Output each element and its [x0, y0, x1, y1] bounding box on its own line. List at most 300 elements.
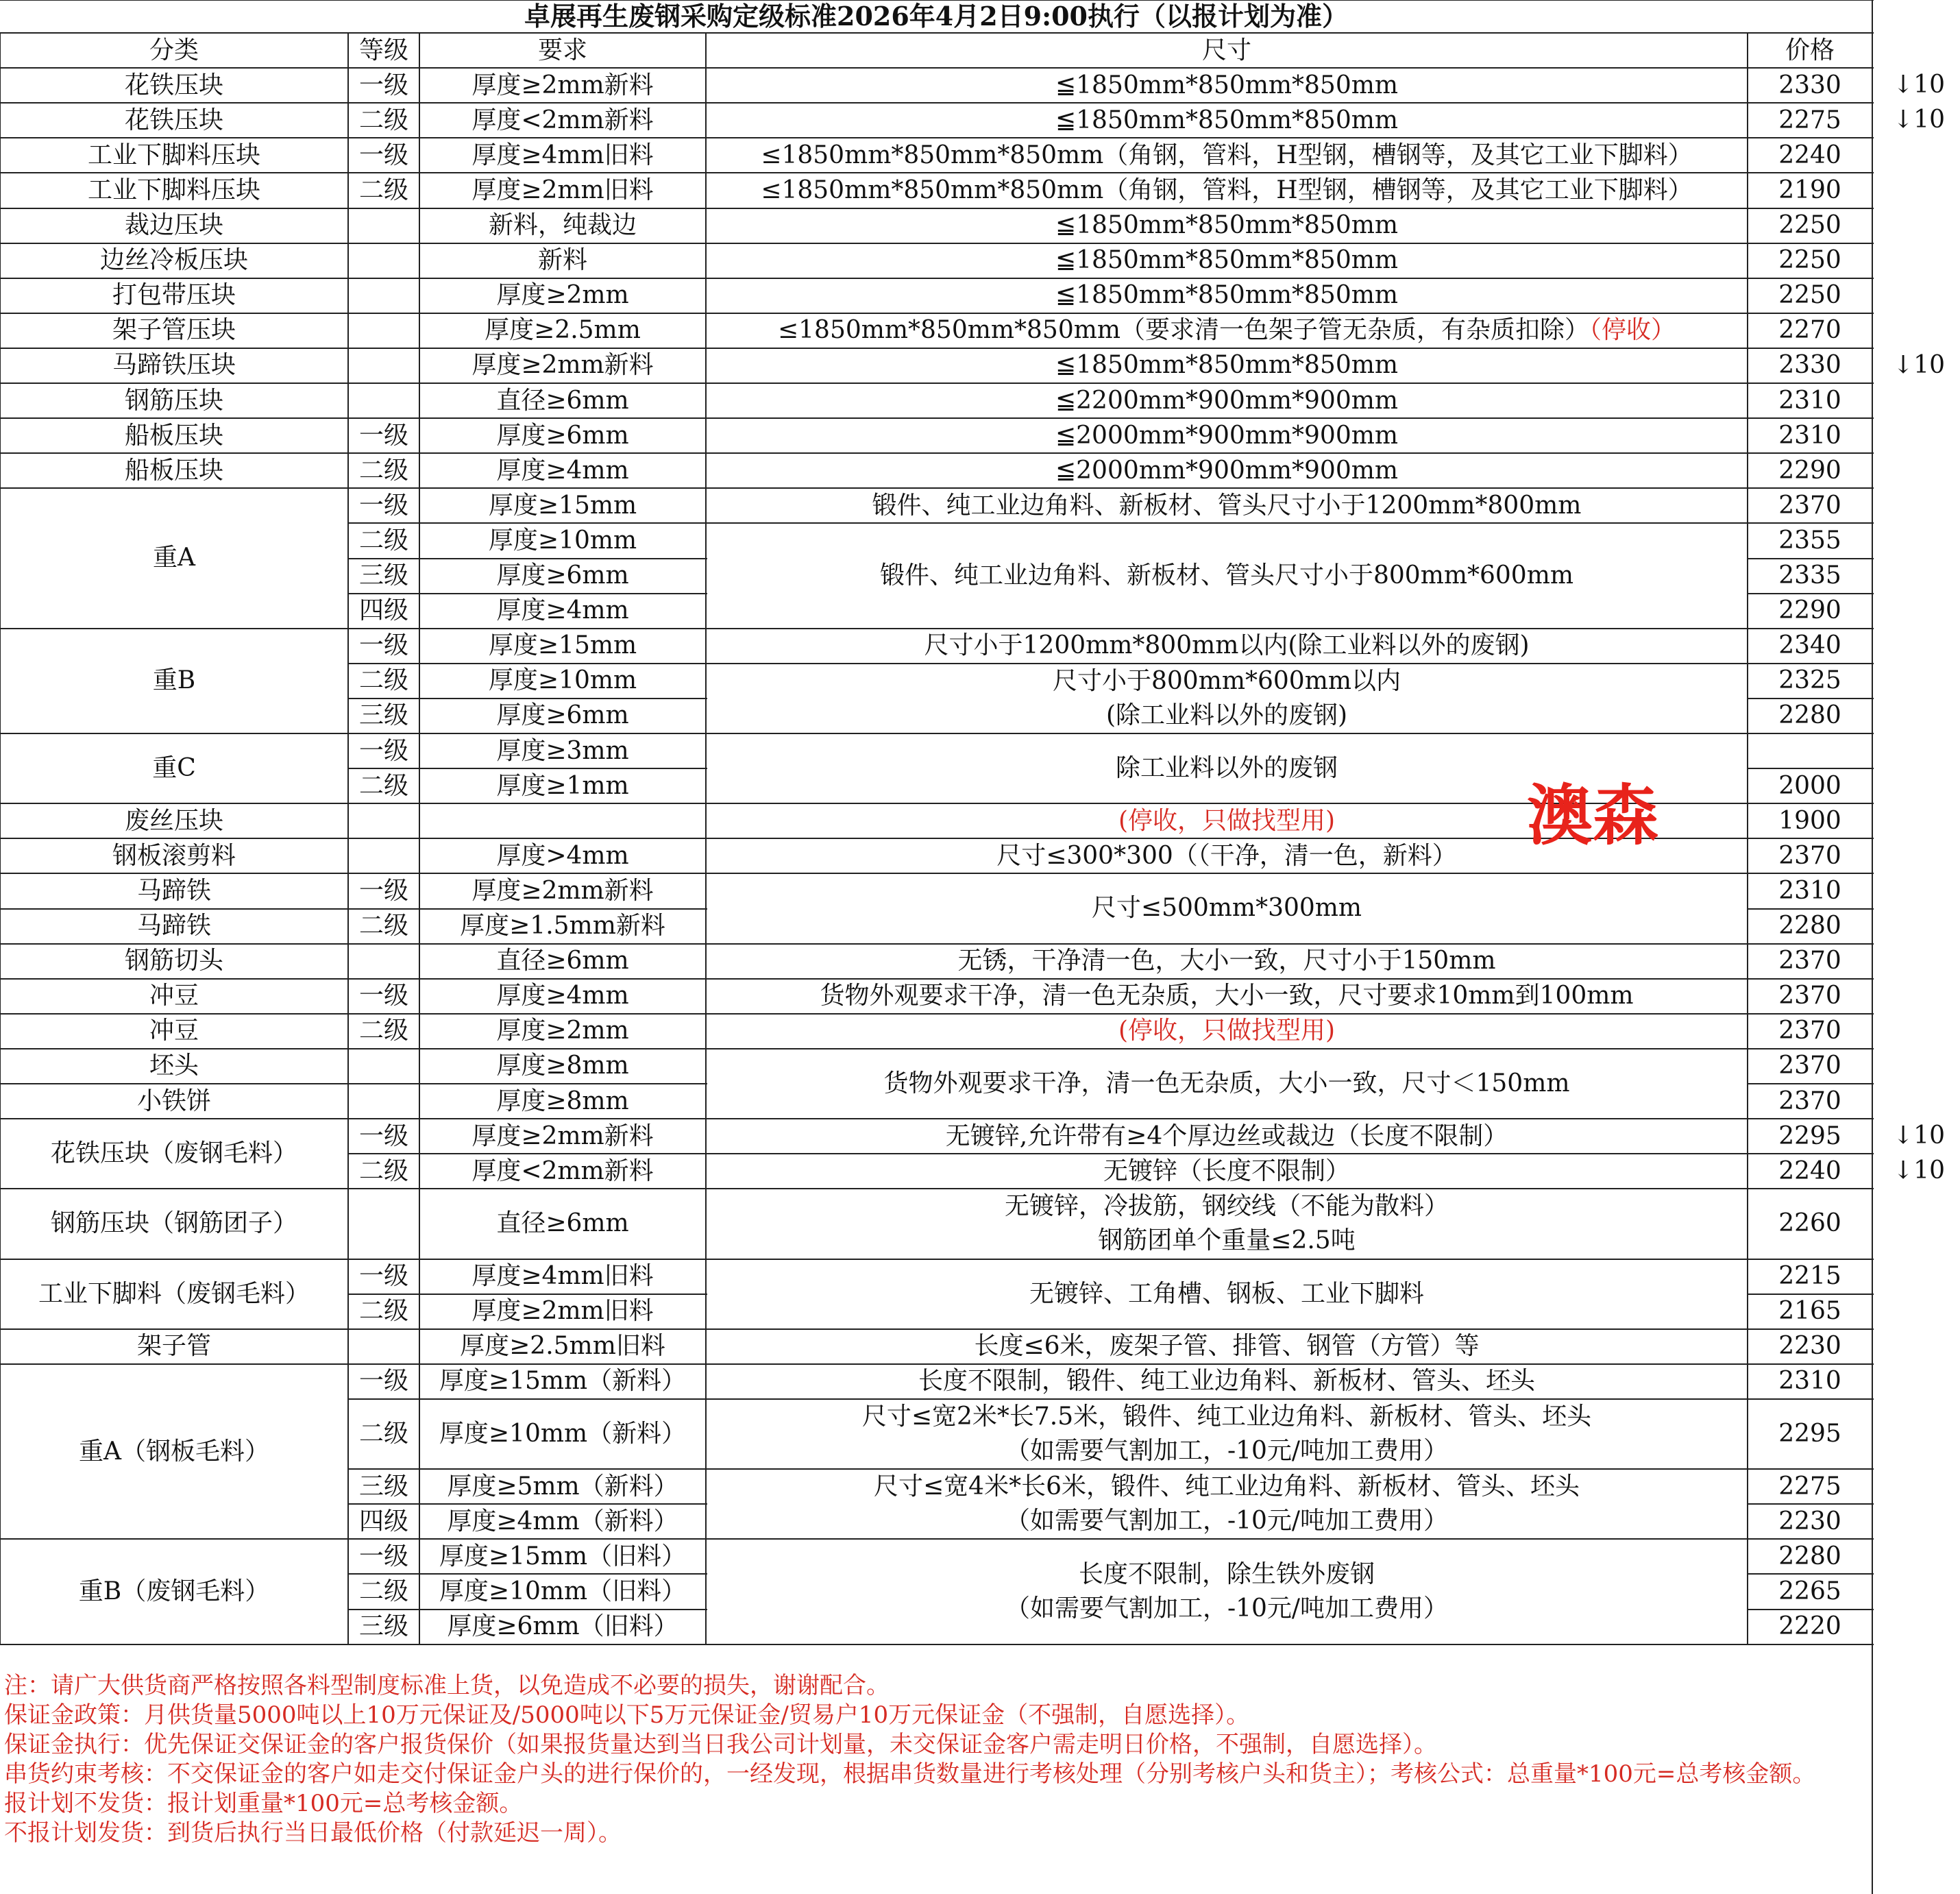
cell-grade [348, 1469, 419, 1504]
cell-text [496, 1084, 628, 1119]
cell-size [706, 488, 1748, 523]
cell-requirement [419, 173, 706, 208]
cell-value: 二级 [358, 1156, 408, 1185]
cell-category [0, 1084, 348, 1119]
cell-text [496, 1049, 628, 1083]
cell-value: ≦2000mm*900mm*900mm [1055, 456, 1399, 485]
cell-text [359, 664, 408, 698]
cell-text [1778, 699, 1841, 733]
cell-value: 2280 [1778, 1542, 1841, 1570]
grid-line [348, 593, 421, 594]
cell-text [489, 524, 637, 558]
cell-value: 钢筋切头 [124, 947, 223, 975]
cell-category [0, 208, 348, 243]
cell-value: 厚度>4mm [496, 841, 629, 870]
cell-value: 2280 [1778, 701, 1841, 730]
cell-price [1748, 1119, 1872, 1154]
cell-text [1055, 454, 1398, 488]
cell-text [471, 348, 653, 383]
price-change-badge: ↓10 [1893, 71, 1945, 99]
cell-category [0, 1539, 348, 1644]
cell-value: 小铁饼 [136, 1086, 211, 1115]
cell-text [125, 804, 223, 838]
grid-line [419, 1328, 707, 1330]
cell-category [0, 733, 348, 803]
cell-text [1778, 1294, 1841, 1328]
cell-value: 工业下脚料压块 [87, 175, 260, 204]
cell-price [1748, 348, 1872, 383]
cell-value: 2000 [1778, 771, 1841, 800]
grid-line [1748, 1048, 1874, 1049]
cell-size [706, 1014, 1748, 1049]
cell-category [0, 1364, 348, 1540]
cell-value: 马蹄铁压块 [112, 351, 236, 380]
grid-line [419, 733, 707, 734]
cell-text [1778, 1014, 1841, 1048]
grid-line [419, 1153, 707, 1154]
cell-text [1778, 489, 1841, 523]
cell-value: ≦1850mm*850mm*850mm [1055, 281, 1399, 310]
grid-line [0, 417, 350, 419]
cell-value: ≤1850mm*850mm*850mm（角钢，管料，H型钢，槽钢等，及其它工业下脚料） [761, 141, 1693, 169]
cell-text [761, 138, 1692, 173]
grid-line [419, 102, 707, 104]
grid-line [348, 313, 421, 314]
grid-line [0, 137, 350, 138]
cell-text [489, 489, 637, 523]
grid-line [1748, 278, 1874, 279]
cell-requirement [419, 909, 706, 944]
grid-line [0, 208, 350, 209]
grid-line [419, 1363, 707, 1365]
cell-text [112, 839, 236, 873]
grid-line [1748, 417, 1874, 419]
cell-value: 2310 [1778, 421, 1841, 450]
cell-text-line2: 钢筋团单个重量≤2.5吨 [1098, 1226, 1356, 1255]
cell-text [471, 1259, 653, 1294]
cell-grade [348, 1539, 419, 1574]
cell-text [359, 1505, 408, 1539]
cell-text [439, 1575, 686, 1609]
grid-line [348, 1503, 421, 1505]
cell-text [496, 559, 628, 593]
cell-text [153, 541, 195, 575]
grid-line [419, 1118, 707, 1119]
grid-line [706, 67, 1749, 69]
grid-line [0, 1259, 350, 1260]
cell-text [496, 1014, 628, 1048]
cell-requirement [419, 1014, 706, 1049]
cell-value: 一级 [358, 1121, 408, 1150]
cell-price [1748, 138, 1872, 173]
cell-size [706, 1154, 1748, 1189]
cell-value: 厚度≥4mm旧料 [471, 141, 654, 169]
cell-value: 重B [152, 666, 196, 695]
grid-line [348, 208, 421, 209]
cell-value: 2310 [1778, 876, 1841, 905]
cell-text [51, 1206, 297, 1241]
cell-value: 二级 [358, 456, 408, 485]
cell-price [1748, 944, 1872, 979]
cell-size [706, 1329, 1748, 1364]
cell-grade [348, 313, 419, 348]
cell-value: 船板压块 [124, 456, 223, 485]
price-change-badge: ↓10 [1893, 1121, 1945, 1150]
grid-line [1748, 1188, 1874, 1189]
cell-category [0, 1049, 348, 1084]
cell-value: 厚度≥6mm [496, 561, 629, 590]
cell-size [706, 418, 1748, 453]
grid-line [348, 803, 421, 804]
cell-requirement [419, 138, 706, 173]
cell-text [125, 104, 223, 138]
grid-line [1748, 487, 1874, 489]
cell-value: 工业下脚料压块 [87, 141, 260, 169]
cell-requirement [419, 944, 706, 979]
grid-line [419, 172, 707, 173]
grid-line [348, 908, 421, 910]
cell-text [778, 313, 1676, 348]
cell-text [872, 489, 1582, 523]
cell-requirement [419, 313, 706, 348]
cell-value: 尺寸≤300*300（（干净，清一色，新料） [996, 841, 1457, 870]
grid-line [419, 593, 707, 594]
grid-line [0, 1644, 350, 1645]
cell-price [1748, 838, 1872, 873]
grid-line [1872, 0, 1873, 1894]
cell-requirement [419, 1084, 706, 1119]
cell-price [1748, 1189, 1872, 1259]
cell-grade [348, 383, 419, 418]
grid-line [419, 417, 707, 419]
cell-requirement [419, 1154, 706, 1189]
cell-grade [348, 873, 419, 908]
cell-value: 废丝压块 [124, 806, 223, 835]
cell-value: 长度≤6米，废架子管、排管、钢管（方管）等 [974, 1332, 1480, 1361]
cell-category [0, 629, 348, 733]
cell-requirement [419, 594, 706, 629]
cell-value: 无镀锌（长度不限制） [1103, 1156, 1350, 1185]
cell-requirement [419, 733, 706, 768]
cell-value: 锻件、纯工业边角料、新板材、管头尺寸小于1200mm*800mm [872, 491, 1582, 520]
cell-text [447, 1610, 678, 1644]
cell-price [1748, 173, 1872, 208]
cell-text [1005, 1189, 1449, 1224]
cell-text [1778, 594, 1841, 628]
cell-value: 无锈，干净清一色，大小一致，尺寸小于150mm [957, 947, 1496, 975]
cell-value: 厚度≥6mm [496, 701, 629, 730]
cell-value: 2370 [1778, 1086, 1841, 1115]
cell-category [0, 488, 348, 628]
cell-text [359, 734, 408, 768]
cell-category [0, 979, 348, 1014]
cell-value: 2370 [1778, 1052, 1841, 1080]
cell-value: 无镀锌、工角槽、钢板、工业下脚料 [1029, 1279, 1424, 1308]
cell-value: 打包带压块 [112, 281, 236, 310]
page-title: 卓展再生废钢采购定级标准2026年4月2日9:00执行（以报计划为准） [524, 1, 1348, 32]
cell-value: 重B（废钢毛料） [78, 1577, 270, 1605]
grid-line [1748, 838, 1874, 839]
cell-text [359, 489, 408, 523]
grid-line [1748, 1259, 1874, 1260]
cell-price [1748, 594, 1872, 629]
cell-text [125, 419, 223, 453]
cell-text [862, 1400, 1591, 1434]
cell-requirement [419, 1399, 706, 1469]
cell-price [1748, 383, 1872, 418]
cell-text [1778, 278, 1841, 313]
grid-line [348, 1083, 421, 1084]
cell-text [874, 1470, 1580, 1504]
cell-value: 一级 [358, 631, 408, 660]
cell-text [1778, 104, 1841, 138]
grid-line [0, 243, 350, 244]
grid-line [348, 1153, 421, 1154]
cell-text [1778, 629, 1841, 663]
cell-text [38, 1277, 310, 1311]
cell-grade [348, 488, 419, 523]
cell-size [706, 103, 1748, 138]
cell-text [359, 1610, 408, 1644]
cell-text [359, 559, 408, 593]
cell-price [1748, 488, 1872, 523]
cell-requirement [419, 1329, 706, 1364]
cell-value: 二级 [358, 666, 408, 695]
grid-line [1748, 313, 1874, 314]
cell-value: 2330 [1778, 351, 1841, 380]
cell-value: 2335 [1778, 561, 1841, 590]
cell-text [88, 138, 260, 173]
cell-value: 二级 [358, 1577, 408, 1605]
grid-line [419, 278, 707, 279]
policy-notes [4, 1671, 1868, 1848]
cell-value: 2220 [1778, 1612, 1841, 1641]
cell-value: 长度不限制，除生铁外废钢 [1078, 1559, 1375, 1588]
cell-grade [348, 733, 419, 768]
note-line: 保证金执行：优先保证交保证金的客户报货保价（如果报货量达到当日我公司计划量，未交保证金客户需走明日价格，不强制，自愿选择）。 [4, 1731, 1437, 1758]
grid-line [0, 1083, 350, 1084]
cell-price [1748, 1364, 1872, 1399]
cell-requirement [419, 453, 706, 488]
cell-value: 2325 [1778, 666, 1841, 695]
cell-value: 一级 [358, 141, 408, 169]
cell-size [706, 664, 1748, 733]
cell-text [1778, 1364, 1841, 1398]
cell-price [1748, 979, 1872, 1014]
cell-requirement [419, 68, 706, 103]
cell-text [471, 1119, 653, 1154]
grid-line [1748, 348, 1874, 349]
cell-value: 2355 [1778, 526, 1841, 555]
grid-line [706, 663, 1749, 664]
cell-text [496, 454, 628, 488]
status-note: （停收） [1589, 316, 1676, 345]
grid-line [1748, 452, 1874, 454]
cell-text [1079, 1557, 1375, 1592]
grid-line [706, 313, 1749, 314]
cell-text [1778, 313, 1841, 348]
cell-text [1778, 1084, 1841, 1119]
header-requirement: 要求 [537, 36, 587, 64]
cell-grade [348, 173, 419, 208]
cell-text [1778, 208, 1841, 243]
grid-line [419, 1538, 707, 1540]
cell-text [761, 173, 1692, 208]
grid-line [706, 1328, 1749, 1330]
cell-value: 2295 [1778, 1121, 1841, 1150]
cell-value: 尺寸≤500mm*300mm [1091, 894, 1362, 923]
cell-value: 厚度≥4mm（新料） [447, 1507, 678, 1535]
grid-line [419, 873, 707, 874]
cell-grade [348, 664, 419, 699]
cell-category [0, 1119, 348, 1189]
header-size: 尺寸 [1201, 36, 1251, 64]
cell-text [359, 69, 408, 103]
cell-category [0, 944, 348, 979]
cell-value: 二级 [358, 912, 408, 940]
cell-value: 重A [153, 544, 195, 572]
grid-line [348, 102, 421, 104]
grid-line [348, 278, 421, 279]
cell-value: 2240 [1778, 141, 1841, 169]
cell-text [1055, 348, 1398, 383]
cell-size [706, 629, 1748, 664]
cell-price [1748, 559, 1872, 594]
header-category: 分类 [149, 36, 199, 64]
cell-category [0, 838, 348, 873]
cell-text [359, 173, 408, 208]
cell-value: 二级 [358, 1419, 408, 1448]
cell-price [1748, 313, 1872, 348]
cell-text [359, 769, 408, 803]
grid-line [348, 1609, 421, 1610]
cell-requirement [419, 1189, 706, 1259]
cell-category [0, 173, 348, 208]
cell-value: 新料，纯裁边 [488, 211, 637, 240]
cell-text [79, 1435, 269, 1469]
cell-value: 2275 [1778, 106, 1841, 134]
grid-line [0, 873, 350, 874]
cell-grade [348, 944, 419, 979]
cell-value: 厚度≥15mm [488, 631, 637, 660]
cell-text [1778, 664, 1841, 698]
cell-text [496, 699, 628, 733]
cell-value: 除工业料以外的废钢 [1115, 754, 1338, 783]
cell-value: ≦1850mm*850mm*850mm [1055, 71, 1399, 99]
cell-text [1029, 1277, 1424, 1311]
cell-price [1748, 68, 1872, 103]
cell-requirement [419, 629, 706, 664]
cell-price [1748, 1469, 1872, 1504]
grid-line [706, 522, 1749, 524]
cell-category [0, 278, 348, 313]
cell-value: 花铁压块 [124, 71, 223, 99]
cell-value: 无镀锌,允许带有≥4个厚边丝或裁边（长度不限制） [945, 1121, 1508, 1150]
grid-line [348, 1573, 421, 1575]
cell-requirement [419, 979, 706, 1014]
cell-value: 一级 [358, 1542, 408, 1570]
cell-value: 2310 [1778, 386, 1841, 415]
grid-line [0, 628, 350, 629]
cell-text [471, 104, 653, 138]
cell-text-line2: （如需要气割加工，-10元/吨加工费用） [1005, 1507, 1449, 1535]
cell-requirement [419, 1364, 706, 1399]
grid-line [1748, 1609, 1874, 1610]
cell-value: 厚度≥5mm（新料） [447, 1472, 678, 1501]
cell-price [1748, 523, 1872, 558]
cell-value: 一级 [358, 421, 408, 450]
grid-line [348, 32, 421, 34]
grid-line [0, 733, 350, 734]
grid-line [419, 663, 707, 664]
grid-line [1748, 67, 1874, 69]
cell-value: 三级 [358, 1612, 408, 1641]
cell-text [1778, 69, 1841, 103]
grid-line [1748, 1363, 1874, 1365]
cell-category [0, 453, 348, 488]
grid-line [419, 558, 707, 559]
cell-text [359, 909, 408, 943]
cell-value: 一级 [358, 876, 408, 905]
cell-text [884, 1067, 1570, 1101]
grid-line [419, 33, 420, 1644]
cell-size [706, 1364, 1748, 1399]
grid-line [1748, 1573, 1874, 1575]
cell-value: 二级 [358, 526, 408, 555]
grid-line [419, 1503, 707, 1505]
cell-size [706, 278, 1748, 313]
cell-value: 厚度≥1mm [496, 771, 629, 800]
cell-value: 厚度≥4mm [496, 982, 629, 1010]
grid-line [419, 978, 707, 980]
grid-line [348, 1188, 421, 1189]
cell-value: 架子管 [136, 1332, 211, 1361]
grid-line [419, 698, 707, 699]
cell-text [1778, 1154, 1841, 1189]
cell-text [460, 909, 665, 943]
grid-line [705, 33, 707, 1644]
cell-text [1778, 1505, 1841, 1539]
cell-text [1778, 1610, 1841, 1644]
cell-size [706, 979, 1748, 1014]
cell-text [359, 138, 408, 173]
grid-line [419, 1609, 707, 1610]
cell-value: 花铁压块（废钢毛料） [50, 1139, 297, 1168]
grid-line [0, 33, 1, 1644]
grid-line [0, 1363, 350, 1365]
cell-value: 架子管压块 [112, 316, 236, 345]
cell-value: 2280 [1778, 912, 1841, 940]
cell-text [471, 69, 653, 103]
grid-line [1748, 558, 1874, 559]
cell-value: 2275 [1778, 1472, 1841, 1501]
cell-price [1748, 873, 1872, 908]
cell-text [359, 699, 408, 733]
cell-price [1748, 1084, 1872, 1119]
grid-line [1748, 1294, 1874, 1295]
cell-value: 货物外观要求干净，清一色无杂质，大小一致，尺寸＜150mm [883, 1069, 1570, 1097]
cell-grade [348, 559, 419, 594]
cell-price [1748, 1014, 1872, 1049]
cell-size [706, 1469, 1748, 1539]
price-change-badge: ↓10 [1893, 106, 1945, 134]
cell-text [996, 839, 1457, 873]
cell-value: 四级 [358, 1507, 408, 1535]
grid-line [1747, 33, 1748, 1644]
cell-category [0, 243, 348, 278]
cell-price [1748, 243, 1872, 278]
cell-value: 2250 [1778, 246, 1841, 275]
